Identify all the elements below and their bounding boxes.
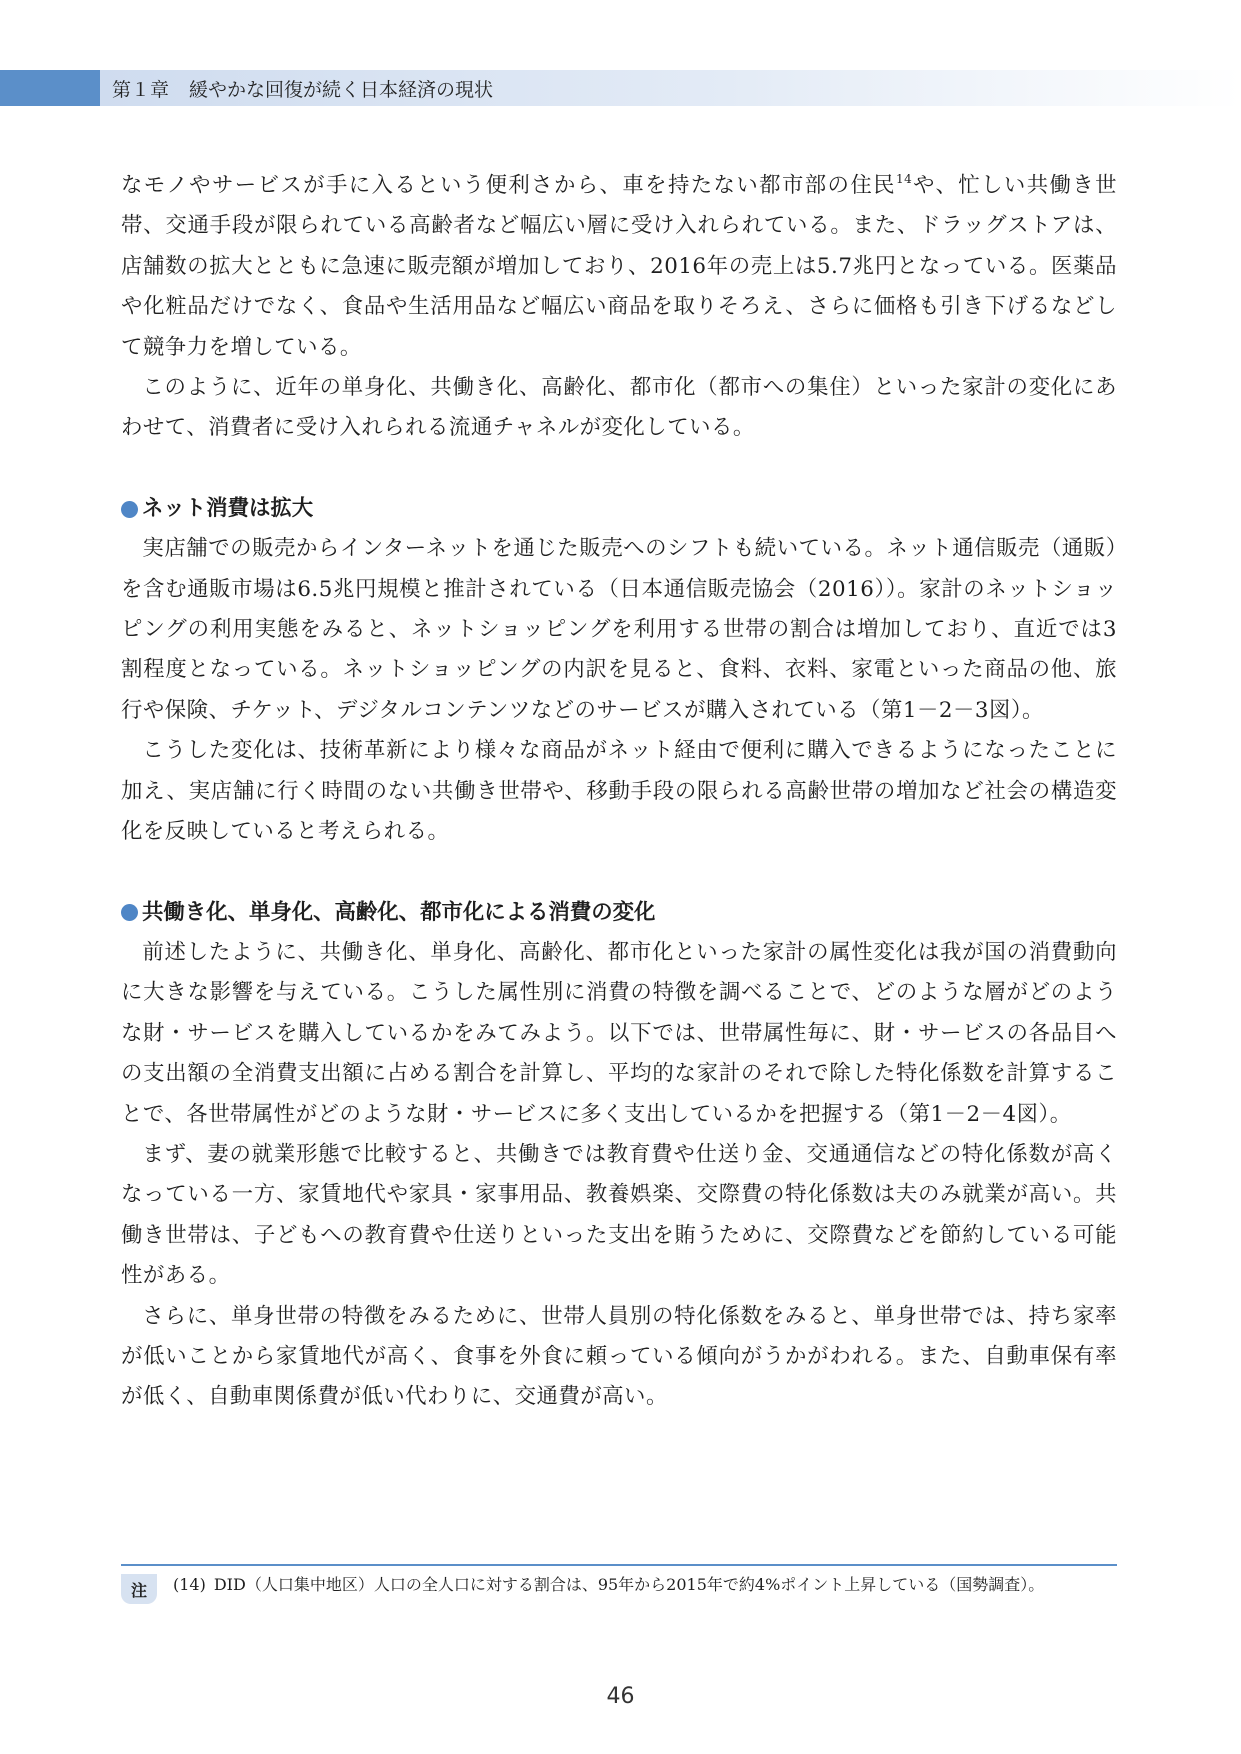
section-heading-consumption-change: [121, 893, 1117, 933]
paragraph-1-text-rest: や、忙しい共働き世帯、交通手段が限られている高齢者など幅広い層に受け入れられている。また、ドラッグストアは、店舗数の拡大とともに急速に販売額が増加しており、2016年の売上は5.7兆円となっている。医薬品や化粧品だけでなく、食品や生活用品など幅広い商品を取りそろえ、さらに価格も引き下げるなどして競争力を増している。: [121, 173, 1117, 360]
footnote-number: (14): [173, 1575, 206, 1594]
bullet-circle-icon: [121, 501, 138, 518]
footnote-text: DID（人口集中地区）人口の全人口に対する割合は、95年から2015年で約4%ポイント上昇している（国勢調査）。: [213, 1575, 1045, 1594]
footnote-14: [173, 1574, 1044, 1604]
chapter-title: 緩やかな回復が続く日本経済の現状: [189, 78, 494, 101]
footnote-ref-14[interactable]: 14: [895, 172, 913, 186]
paragraph-2: このように、近年の単身化、共働き化、高齢化、都市化（都市への集住）といった家計の変化にあわせて、消費者に受け入れられる流通チャネルが変化している。: [121, 375, 1117, 441]
page-number: 46: [606, 1684, 635, 1709]
footnote-area: [121, 1564, 1117, 1604]
header-accent-tab: [0, 70, 100, 106]
bullet-circle-icon: [121, 904, 138, 921]
section-heading-text: 共働き化、単身化、高齢化、都市化による消費の変化: [142, 899, 656, 925]
paragraph-5: 前述したように、共働き化、単身化、高齢化、都市化といった家計の属性変化は我が国の消費動向に大きな影響を与えている。こうした属性別に消費の特徴を調べることで、どのような層がどのような財・サービスを購入しているかをみてみよう。以下では、世帯属性毎に、財・サービスの各品目への支出額の全消費支出額に占める割合を計算し、平均的な家計のそれで除した特化係数を計算することで、各世帯属性がどのような財・サービスに多く支出しているかを把握する（第1－2－4図）。: [121, 939, 1117, 1127]
paragraph-7: さらに、単身世帯の特徴をみるために、世帯人員別の特化係数をみると、単身世帯では、持ち家率が低いことから家賃地代が高く、食事を外食に頼っている傾向がうかがわれる。また、自動車保有率が低く、自動車関係費が低い代わりに、交通費が高い。: [121, 1303, 1117, 1410]
chapter-header: [0, 70, 1241, 106]
main-content: [121, 166, 1117, 1418]
paragraph-1: [121, 166, 1117, 368]
paragraph-1-text: なモノやサービスが手に入るという便利さから、車を持たない都市部の住民: [121, 173, 896, 198]
note-badge: 注: [121, 1574, 157, 1604]
paragraph-6: まず、妻の就業形態で比較すると、共働きでは教育費や仕送り金、交通通信などの特化係数が高くなっている一方、家賃地代や家具・家事用品、教養娯楽、交際費の特化係数は夫のみ就業が高い。共働き世帯は、子どもへの教育費や仕送りといった支出を賄うために、交際費などを節約している可能性がある。: [121, 1141, 1117, 1289]
paragraph-3: 実店舗での販売からインターネットを通じた販売へのシフトも続いている。ネット通信販売（通販）を含む通販市場は6.5兆円規模と推計されている（日本通信販売協会（2016））。家計のネットショッピングの利用実態をみると、ネットショッピングを利用する世帯の割合は増加しており、直近では3割程度となっている。ネットショッピングの内訳を見ると、食料、衣料、家電といった商品の他、旅行や保険、チケット、デジタルコンテンツなどのサービスが購入されている（第1－2－3図）。: [121, 536, 1117, 723]
paragraph-4: こうした変化は、技術革新により様々な商品がネット経由で便利に購入できるようになったことに加え、実店舗に行く時間のない共働き世帯や、移動手段の限られる高齢世帯の増加など社会の構造変化を反映していると考えられる。: [121, 738, 1117, 845]
chapter-number: 第１章: [112, 78, 170, 101]
section-heading-text: ネット消費は拡大: [142, 495, 314, 521]
header-bar: [100, 70, 1241, 106]
section-heading-net-consumption: [121, 489, 1117, 529]
